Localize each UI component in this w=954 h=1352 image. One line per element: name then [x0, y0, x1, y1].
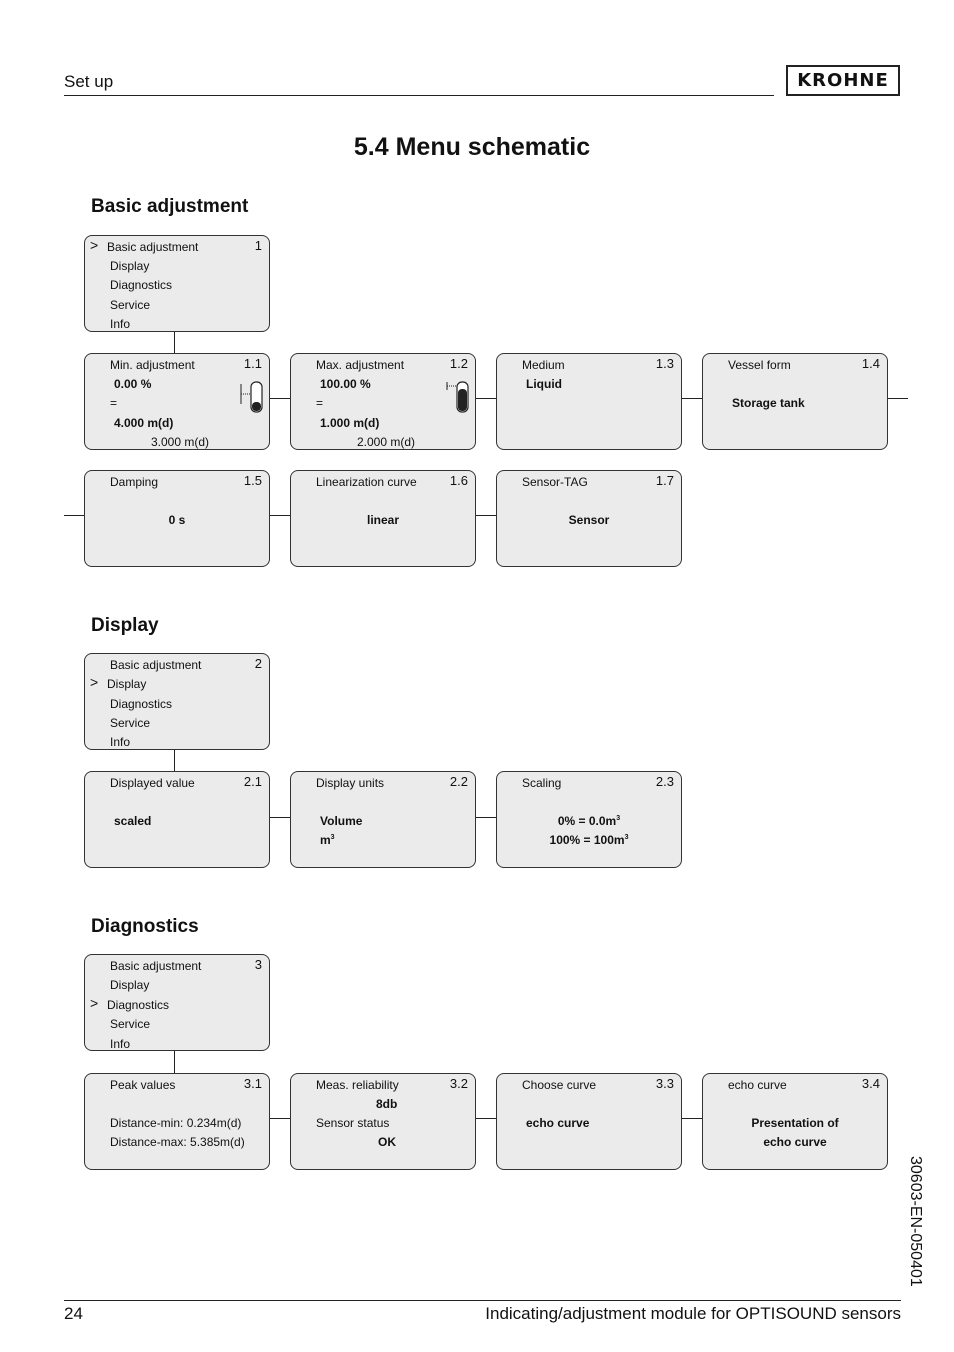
box-number: 1.5: [243, 473, 262, 488]
box-display-units[interactable]: [290, 771, 476, 868]
connector-line: [64, 515, 84, 516]
selection-arrow-icon: >: [90, 995, 99, 1011]
sensor-status-label: Sensor status: [316, 1116, 390, 1130]
choose-curve-value: echo curve: [526, 1116, 590, 1130]
box-linearization-curve[interactable]: [290, 470, 476, 567]
connector-line: [476, 817, 496, 818]
footer-rule: [64, 1300, 901, 1301]
box-title: echo curve: [728, 1078, 787, 1092]
menu-item-basic-adjustment: Basic adjustment: [110, 658, 202, 672]
box-title: Damping: [110, 475, 159, 489]
box-number: 1.7: [655, 473, 674, 488]
box-number: 3.3: [655, 1076, 674, 1091]
distance-min: Distance-min: 0.234m(d): [110, 1116, 242, 1130]
menu-item-info: Info: [110, 735, 131, 749]
box-number: 3.1: [243, 1076, 262, 1091]
medium-value: Liquid: [526, 377, 562, 391]
menu-item-basic-adjustment: Basic adjustment: [110, 959, 202, 973]
box-number: 1.6: [449, 473, 468, 488]
connector-line: [174, 750, 175, 771]
damping-value: 0 s: [168, 513, 186, 527]
equals-sign: =: [316, 396, 324, 410]
display-unit: $m^3$: [320, 833, 335, 847]
header-rule: [64, 95, 774, 96]
displayed-value: scaled: [114, 814, 152, 828]
connector-line: [476, 398, 496, 399]
selection-arrow-icon: >: [90, 674, 99, 690]
box-displayed-value[interactable]: [84, 771, 270, 868]
connector-line: [270, 398, 290, 399]
tank-full-icon: [446, 380, 470, 414]
box-sensor-tag[interactable]: [496, 470, 682, 567]
min-percent: 0.00 %: [114, 377, 152, 391]
selection-arrow-icon: >: [90, 237, 99, 253]
box-peak-values[interactable]: [84, 1073, 270, 1170]
vessel-form-value: Storage tank: [732, 396, 805, 410]
menu-item-display: Display: [107, 677, 147, 691]
box-title: Vessel form: [728, 358, 791, 372]
menu-item-diagnostics: Diagnostics: [110, 697, 173, 711]
menu-item-service: Service: [110, 298, 151, 312]
connector-line: [270, 817, 290, 818]
connector-line: [270, 515, 290, 516]
section-heading-display: Display: [91, 615, 159, 636]
max-current-distance: 2.000 m(d): [357, 435, 416, 449]
reliability-value: 8db: [376, 1097, 398, 1111]
header-section: Set up: [64, 72, 114, 91]
equals-sign: =: [110, 396, 118, 410]
connector-line: [174, 332, 175, 353]
sensor-status-value: OK: [378, 1135, 396, 1149]
min-distance: 4.000 m(d): [114, 416, 174, 430]
page-number: 24: [64, 1304, 83, 1323]
box-choose-curve[interactable]: [496, 1073, 682, 1170]
box-number: 2.3: [655, 774, 674, 789]
box-number: 1.1: [243, 356, 262, 371]
box-damping[interactable]: [84, 470, 270, 567]
menu-item-info: Info: [110, 317, 131, 331]
box-max-adjustment[interactable]: [290, 353, 476, 450]
document-code: 30603-EN-050401: [907, 1156, 924, 1287]
box-number: 1.3: [655, 356, 674, 371]
menu-item-service: Service: [110, 1017, 151, 1031]
box-number: 1.2: [449, 356, 468, 371]
connector-line: [888, 398, 908, 399]
menu-number: 3: [254, 957, 262, 972]
menu-number: 1: [254, 238, 262, 253]
box-title: Max. adjustment: [316, 358, 405, 372]
menu-number: 2: [254, 656, 262, 671]
scaling-min: $0\% = 0.0m^3$: [557, 814, 621, 828]
menu-box-diagnostics[interactable]: [84, 954, 270, 1051]
tank-empty-icon: [240, 380, 264, 414]
max-percent: 100.00 %: [320, 377, 371, 391]
connector-line: [682, 398, 702, 399]
box-vessel-form[interactable]: [702, 353, 888, 450]
menu-item-info: Info: [110, 1037, 131, 1051]
box-echo-curve[interactable]: [702, 1073, 888, 1170]
section-heading-basic: Basic adjustment: [91, 196, 249, 217]
connector-line: [270, 1118, 290, 1119]
distance-max: Distance-max: 5.385m(d): [110, 1135, 245, 1149]
box-title: Min. adjustment: [110, 358, 195, 372]
box-title: Choose curve: [522, 1078, 597, 1092]
box-title: Displayed value: [110, 776, 195, 790]
box-title: Linearization curve: [316, 475, 417, 489]
box-title: Medium: [522, 358, 565, 372]
sensor-tag-value: Sensor: [568, 513, 610, 527]
menu-item-basic-adjustment: Basic adjustment: [107, 240, 199, 254]
box-title: Peak values: [110, 1078, 176, 1092]
box-medium[interactable]: [496, 353, 682, 450]
footer-title: Indicating/adjustment module for OPTISOUND sensors: [485, 1304, 901, 1323]
menu-box-basic[interactable]: [84, 235, 270, 332]
scaling-max: $100\% = 100m^3$: [549, 833, 629, 847]
menu-item-display: Display: [110, 259, 150, 273]
connector-line: [174, 1051, 175, 1073]
box-number: 2.2: [449, 774, 468, 789]
connector-line: [476, 1118, 496, 1119]
menu-item-display: Display: [110, 978, 150, 992]
box-title: Meas. reliability: [316, 1078, 399, 1092]
connector-line: [476, 515, 496, 516]
echo-curve-line2: echo curve: [763, 1135, 827, 1149]
box-number: 3.2: [449, 1076, 468, 1091]
display-unit-type: Volume: [320, 814, 363, 828]
connector-line: [682, 1118, 702, 1119]
max-distance: 1.000 m(d): [320, 416, 380, 430]
page-title: 5.4 Menu schematic: [353, 133, 591, 161]
box-meas-reliability[interactable]: [290, 1073, 476, 1170]
box-number: 2.1: [243, 774, 262, 789]
krohne-logo: KROHNE: [786, 65, 900, 96]
box-min-adjustment[interactable]: [84, 353, 270, 450]
box-number: 3.4: [861, 1076, 880, 1091]
box-title: Display units: [316, 776, 385, 790]
box-number: 1.4: [861, 356, 880, 371]
menu-item-diagnostics: Diagnostics: [110, 278, 173, 292]
box-title: Sensor-TAG: [522, 475, 588, 489]
menu-box-display[interactable]: [84, 653, 270, 750]
menu-item-service: Service: [110, 716, 151, 730]
box-title: Scaling: [522, 776, 562, 790]
box-scaling[interactable]: [496, 771, 682, 868]
min-current-distance: 3.000 m(d): [151, 435, 210, 449]
linearization-value: linear: [366, 513, 399, 527]
menu-item-diagnostics: Diagnostics: [107, 998, 170, 1012]
echo-curve-line1: Presentation of: [751, 1116, 839, 1130]
section-heading-diagnostics: Diagnostics: [91, 916, 199, 937]
